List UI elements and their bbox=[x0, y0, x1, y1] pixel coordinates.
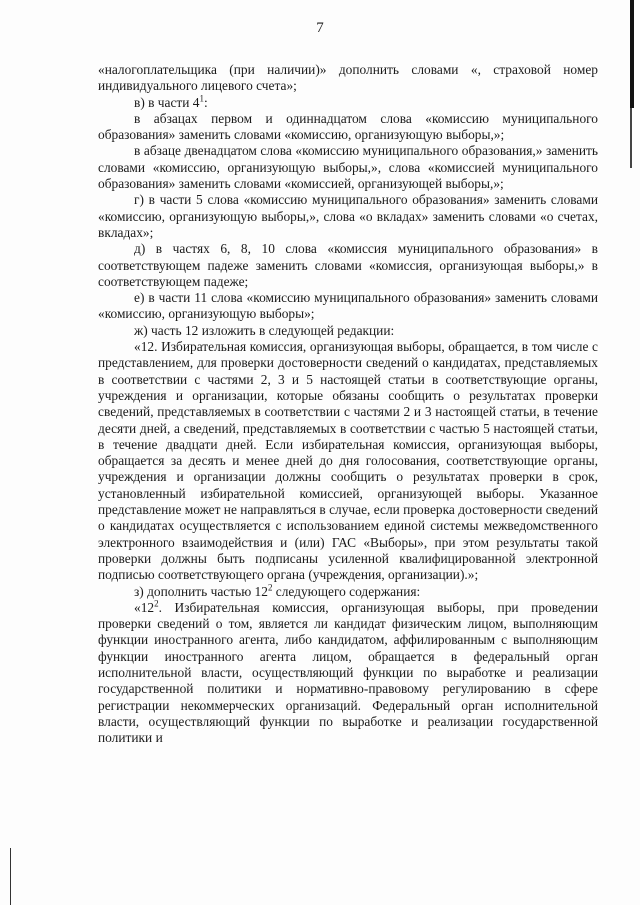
paragraph-item-g: г) в части 5 слова «комиссию муниципального образования» заменить словами «комиссию, организующую выборы,», слова «о вкладах» заменить словами «о счетах, вкладах»; bbox=[98, 192, 598, 240]
paragraph-item-e: е) в части 11 слова «комиссию муниципального образования» заменить словами «комиссию, организующую выборы»; bbox=[98, 290, 598, 322]
paragraph-item-d: д) в частях 6, 8, 10 слова «комиссия муниципального образования» в соответствующем падеже заменить словами «комиссия, организующая выборы,» в соответствующем падеже; bbox=[98, 241, 598, 289]
paragraph-item-v: в) в части $4^1$: bbox=[134, 93, 208, 110]
scan-edge-mark bbox=[630, 0, 634, 108]
paragraph-part-12: «12. Избирательная комиссия, организующая выборы, обращается, в том числе с представлением, для проверки достоверности сведений о кандидатах, представляемых в соответствии с частями 2, 3 и 5 настоящей статьи в соответствующие органы, учреждения и организации, которые обязаны сообщить о результатах проверки сведений, представляемых в соответствии с частями 2 и 3 настоящей статьи, в течение десяти дней, а сведений, представляемых в соответствии с частью 5 настоящей статьи, в течение двадцати дней. Если избирательная комиссия, организующая выборы, обращается за десять и менее дней до дня голосования, соответствующие органы, учреждения и организации должны сообщить о результатах проверки в срок, установленный избирательной комиссией, организующей выборы. Указанное представление может не направляться в случае, если проверка достоверности сведений о кандидатах осуществляется с использованием единой системы межведомственного электронного взаимодействия и (или) ГАС «Выборы», при этом результаты такой проверки должны быть подписаны усиленной квалифицированной электронной подписью соответствующего органа (учреждения, организации).»; bbox=[98, 339, 598, 583]
scan-edge-mark-thin bbox=[630, 108, 632, 168]
paragraph: в абзаце двенадцатом слова «комиссию муниципального образования,» заменить словами «комиссию, организующую выборы,», слова «комиссией муниципального образования» заменить словами «комиссией, организующей выборы,»; bbox=[98, 143, 598, 192]
paragraph-item-z: з) дополнить частью $12^2$ следующего содержания: bbox=[134, 582, 421, 599]
paragraph: в абзацах первом и одиннадцатом слова «комиссию муниципального образования» заменить словами «комиссию, организующую выборы,»; bbox=[98, 110, 598, 143]
document-body bbox=[98, 62, 598, 746]
paragraph-part-12-2: «$12^2$. Избирательная комиссия, организующая выборы, при проведении проверки сведений о том, является ли кандидат физическим лицом, выполняющим функции иностранного агента, либо кандидатом, аффилированным с выполняющим функции иностранного агента лицом, обращается в федеральный орган исполнительной власти, осуществляющий функции по выработке и реализации государственной политики и нормативно-правовому регулированию в сфере регистрации некоммерческих организаций. Федеральный орган исполнительной власти, осуществляющий функции по выработке и реализации государственной политики и bbox=[98, 598, 598, 746]
scan-edge-mark-left bbox=[10, 848, 11, 905]
paragraph-continuation: «налогоплательщика (при наличии)» дополнить словами «, страховой номер индивидуального лицевого счета»; bbox=[98, 62, 598, 94]
page-number: 7 bbox=[316, 20, 324, 36]
paragraph-item-zh: ж) часть 12 изложить в следующей редакции: bbox=[134, 322, 395, 338]
